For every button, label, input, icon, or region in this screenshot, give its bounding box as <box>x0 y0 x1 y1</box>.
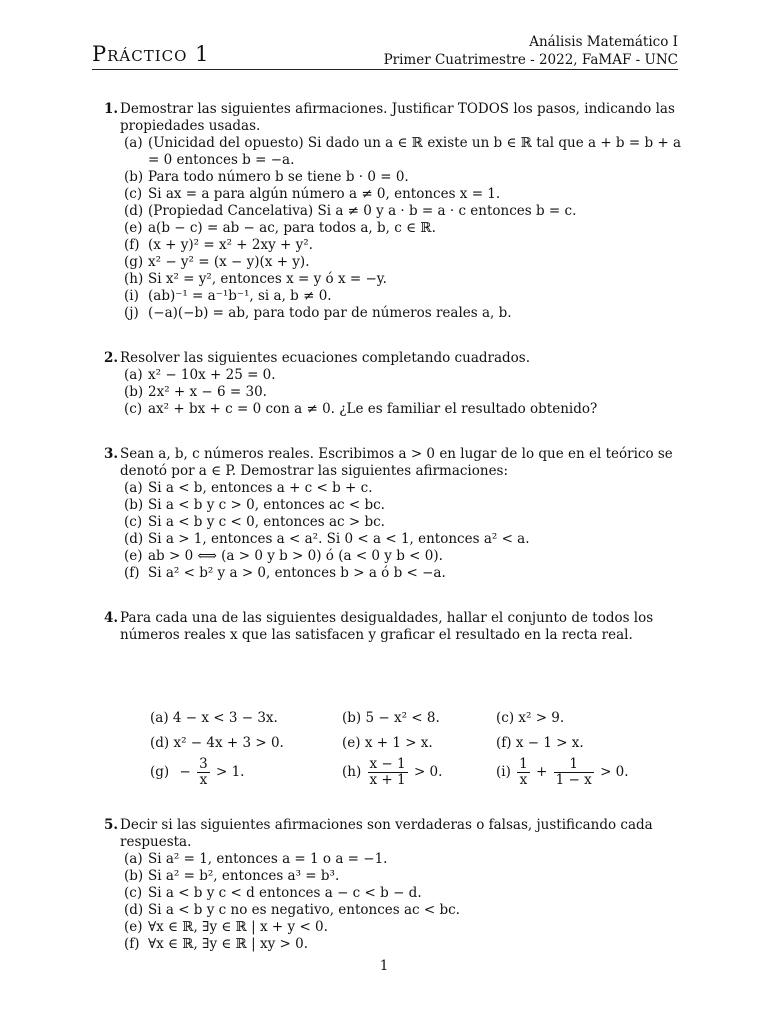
inequality-f: (f) x − 1 > x. <box>496 735 584 751</box>
item-text: Para todo número b se tiene b · 0 = 0. <box>148 169 409 185</box>
item-label: (c) <box>124 514 143 530</box>
item-text: Si ax = a para algún número a ≠ 0, entonces x = 1. <box>148 186 501 202</box>
exercise-item <box>120 220 682 237</box>
exercise-number: 5. <box>104 817 119 833</box>
item-label: (d) <box>124 902 144 918</box>
inequality-d: (d) x² − 4x + 3 > 0. <box>150 735 284 751</box>
exercise-items <box>104 367 682 418</box>
item-text: x² − 10x + 25 = 0. <box>148 367 276 383</box>
exercise-item <box>120 885 682 902</box>
exercise-item <box>120 902 682 919</box>
exercise-item <box>120 254 682 271</box>
item-label: (f) <box>124 237 140 253</box>
numerator: 1 <box>554 757 594 773</box>
exercise-number: 1. <box>104 101 119 117</box>
item-text: (ab)⁻¹ = a⁻¹b⁻¹, si a, b ≠ 0. <box>148 288 332 304</box>
inequality-c: (c) x² > 9. <box>496 710 565 726</box>
course-name: Análisis Matemático I <box>529 34 678 50</box>
item-label: (g) <box>150 764 170 780</box>
exercise-item <box>120 497 682 514</box>
item-label: (a) <box>124 480 143 496</box>
item-text: ab > 0 ⟺ (a > 0 y b > 0) ó (a < 0 y b < 0). <box>148 548 443 564</box>
inequality-e: (e) x + 1 > x. <box>342 735 433 751</box>
item-text: Si a < b y c > 0, entonces ac < bc. <box>148 497 385 513</box>
item-label: (h) <box>124 271 144 287</box>
denominator: x + 1 <box>369 772 406 788</box>
fraction <box>368 757 408 788</box>
item-label: (i) <box>124 288 139 304</box>
exercise-item <box>120 367 682 384</box>
fraction <box>554 757 594 788</box>
item-text: ax² + bx + c = 0 con a ≠ 0. ¿Le es familiar el resultado obtenido? <box>148 401 598 417</box>
exercise-items <box>104 480 682 582</box>
exercise-3 <box>104 446 682 582</box>
exercise-item <box>120 936 682 953</box>
page-number: 1 <box>379 958 389 974</box>
item-text: a(b − c) = ab − ac, para todos a, b, c ∈ ℝ. <box>148 220 436 236</box>
item-text: Si a < b y c < 0, entonces ac > bc. <box>148 514 385 530</box>
item-text: Si a² < b² y a > 0, entonces b > a ó b < −a. <box>148 565 446 581</box>
exercise-item <box>120 186 682 203</box>
item-label: (j) <box>124 305 139 321</box>
item-label: (d) <box>124 531 144 547</box>
item-text: ∀x ∈ ℝ, ∃y ∈ ℝ | xy > 0. <box>148 936 309 952</box>
denominator: x <box>199 772 208 788</box>
exercise-number: 4. <box>104 610 119 626</box>
inequality-a: (a) 4 − x < 3 − 3x. <box>150 710 278 726</box>
exercise-item <box>120 271 682 288</box>
denominator: 1 − x <box>555 772 592 788</box>
plus-sign: + <box>536 764 548 780</box>
inequality-b: (b) 5 − x² < 8. <box>342 710 440 726</box>
exercise-items <box>104 135 682 322</box>
numerator: 1 <box>519 756 528 772</box>
exercise-item <box>120 135 682 169</box>
exercise-item <box>120 288 682 305</box>
exercise-intro: Sean a, b, c números reales. Escribimos a > 0 en lugar de lo que en el teórico se denotó por a ∈ P. Demostrar las siguientes afirmaciones: <box>120 446 673 479</box>
exercise-intro: Demostrar las siguientes afirmaciones. Justificar TODOS los pasos, indicando las propiedades usadas. <box>120 101 675 134</box>
item-label: (f) <box>124 565 140 581</box>
denominator: x <box>519 772 528 788</box>
header-rule <box>92 69 678 70</box>
item-text: (Unicidad del opuesto) Si dado un a ∈ ℝ existe un b ∈ ℝ tal que a + b = b + a = 0 entonces b = −a. <box>148 135 682 168</box>
exercise-item <box>120 868 682 885</box>
item-label: (g) <box>124 254 144 270</box>
exercise-intro: Resolver las siguientes ecuaciones completando cuadrados. <box>120 350 530 366</box>
item-label: (f) <box>124 936 140 952</box>
inequality-rest: > 1. <box>215 764 245 780</box>
exercise-item <box>120 384 682 401</box>
exercise-items <box>104 851 682 953</box>
item-text: (−a)(−b) = ab, para todo par de números reales a, b. <box>148 305 512 321</box>
exercise-item <box>120 919 682 936</box>
item-text: Si a² = 1, entonces a = 1 o a = −1. <box>148 851 388 867</box>
inequality-rest: > 0. <box>600 764 629 780</box>
item-label: (e) <box>124 919 143 935</box>
item-label: (i) <box>496 764 511 780</box>
exercise-5 <box>104 817 682 953</box>
item-label: (d) <box>124 203 144 219</box>
item-text: Si a < b y c < d entonces a − c < b − d. <box>148 885 422 901</box>
item-label: (e) <box>124 548 143 564</box>
item-label: (a) <box>124 367 143 383</box>
document-header-info <box>384 33 678 69</box>
exercise-item <box>120 305 682 322</box>
item-label: (b) <box>124 384 144 400</box>
item-label: (c) <box>124 186 143 202</box>
inequality-i <box>496 757 629 788</box>
item-text: x² − y² = (x − y)(x + y). <box>148 254 310 270</box>
fraction <box>517 757 530 788</box>
item-label: (c) <box>124 885 143 901</box>
item-text: Si a < b y c no es negativo, entonces ac < bc. <box>148 902 460 918</box>
item-label: (e) <box>124 220 143 236</box>
exercise-number: 2. <box>104 350 119 366</box>
item-label: (a) <box>124 135 143 151</box>
exercise-item <box>120 514 682 531</box>
exercise-item <box>120 401 682 418</box>
term-info: Primer Cuatrimestre - 2022, FaMAF - UNC <box>383 52 678 68</box>
exercise-item <box>120 565 682 582</box>
inequality-rest: > 0. <box>413 764 443 780</box>
exercise-1 <box>104 101 682 322</box>
exercise-number: 3. <box>104 446 119 462</box>
item-text: Si x² = y², entonces x = y ó x = −y. <box>148 271 387 287</box>
inequality-g <box>150 757 244 788</box>
numerator: 3 <box>199 756 208 772</box>
exercise-item <box>120 480 682 497</box>
item-text: (x + y)² = x² + 2xy + y². <box>148 237 313 253</box>
item-label: (b) <box>124 169 144 185</box>
item-label: (b) <box>124 497 144 513</box>
inequality-h <box>342 757 442 788</box>
document-title: Práctico 1 <box>92 42 210 66</box>
exercise-item <box>120 169 682 186</box>
exercise-item <box>120 203 682 220</box>
item-text: (Propiedad Cancelativa) Si a ≠ 0 y a · b = a · c entonces b = c. <box>148 203 577 219</box>
minus-sign: − <box>179 764 191 780</box>
exercise-2 <box>104 350 682 418</box>
exercise-item <box>120 237 682 254</box>
exercise-item <box>120 531 682 548</box>
exercise-item <box>120 851 682 868</box>
item-text: Si a > 1, entonces a < a². Si 0 < a < 1, entonces a² < a. <box>148 531 530 547</box>
item-text: ∀x ∈ ℝ, ∃y ∈ ℝ | x + y < 0. <box>148 919 328 935</box>
item-text: 2x² + x − 6 = 30. <box>148 384 267 400</box>
exercise-intro: Para cada una de las siguientes desigualdades, hallar el conjunto de todos los números reales x que las satisfacen y graficar el resultado en la recta real. <box>120 610 654 643</box>
item-text: Si a < b, entonces a + c < b + c. <box>148 480 373 496</box>
exercise-item <box>120 548 682 565</box>
item-label: (c) <box>124 401 143 417</box>
fraction <box>197 757 210 788</box>
item-label: (b) <box>124 868 144 884</box>
item-label: (a) <box>124 851 143 867</box>
numerator: x − 1 <box>369 756 406 772</box>
item-text: Si a² = b², entonces a³ = b³. <box>148 868 340 884</box>
item-label: (h) <box>342 764 362 780</box>
exercise-intro: Decir si las siguientes afirmaciones son verdaderas o falsas, justificando cada respuesta. <box>120 817 653 850</box>
exercise-4 <box>104 610 682 644</box>
